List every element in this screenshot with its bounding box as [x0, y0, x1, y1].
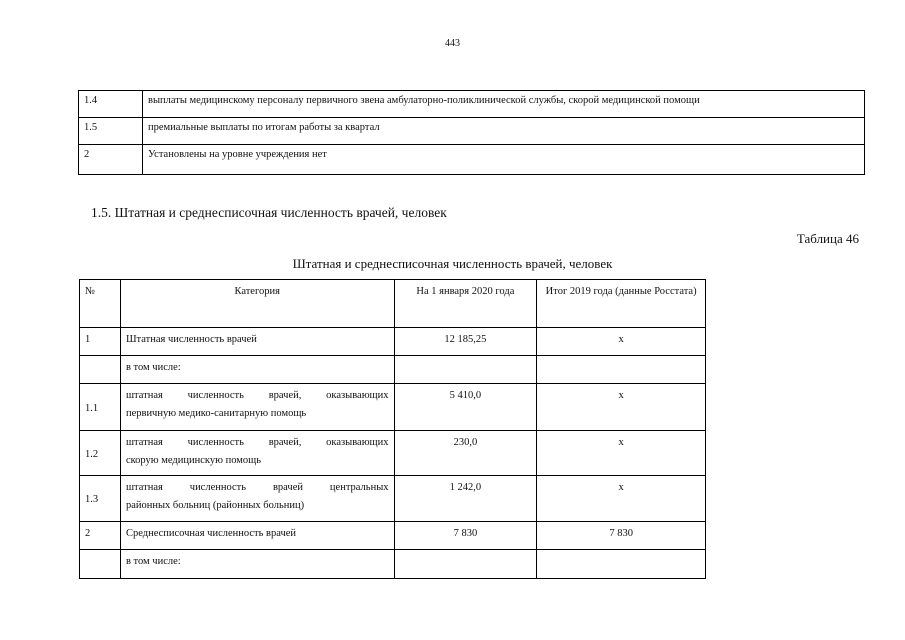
row-category [120, 431, 394, 476]
table-row [79, 91, 865, 118]
table-row [80, 356, 706, 384]
section-heading: 1.5. Штатная и среднесписочная численность врачей, человек [91, 205, 447, 220]
row-jan2020 [394, 356, 537, 384]
row-number: 1.5 [79, 118, 143, 145]
header-total2019: Итог 2019 года (данные Росстата) [537, 280, 706, 328]
row-category: Штатная численность врачей [120, 328, 394, 356]
row-jan2020: 230,0 [394, 431, 537, 476]
table-row [80, 522, 706, 550]
table-row [80, 384, 706, 431]
row-total2019: х [537, 384, 706, 431]
row-number: 1 [80, 328, 121, 356]
row-jan2020: 1 242,0 [394, 476, 537, 522]
row-jan2020: 5 410,0 [394, 384, 537, 431]
row-total2019 [537, 356, 706, 384]
row-total2019: 7 830 [537, 522, 706, 550]
category-line: штатная численность врачей, оказывающих [125, 437, 389, 448]
staff-table [79, 279, 706, 579]
row-jan2020: 7 830 [394, 522, 537, 550]
page-number: 443 [445, 38, 460, 49]
row-number: 1.2 [80, 431, 121, 476]
row-text: Установлены на уровне учреждения нет [143, 145, 865, 175]
table-row [80, 476, 706, 522]
row-category [120, 476, 394, 522]
row-total2019: х [537, 328, 706, 356]
table-label: Таблица 46 [796, 231, 859, 246]
row-text: выплаты медицинскому персоналу первичного звена амбулаторно-поликлинической службы, скорой медицинской помощи [143, 91, 865, 118]
table-title: Штатная и среднесписочная численность врачей, человек [292, 256, 613, 271]
header-category: Категория [120, 280, 394, 328]
row-category [120, 384, 394, 431]
category-line: районных больниц (районных больниц) [125, 500, 305, 511]
row-number: 2 [80, 522, 121, 550]
row-text: премиальные выплаты по итогам работы за квартал [143, 118, 865, 145]
row-total2019: х [537, 431, 706, 476]
category-line: первичную медико-санитарную помощь [125, 408, 307, 419]
table-row [80, 550, 706, 579]
header-num: № [80, 280, 121, 328]
row-number: 1.3 [80, 476, 121, 522]
category-line: скорую медицинскую помощь [125, 455, 262, 466]
table-row [80, 328, 706, 356]
row-category: в том числе: [120, 550, 394, 579]
row-category: Среднесписочная численность врачей [120, 522, 394, 550]
category-line: штатная численность врачей, оказывающих [125, 390, 389, 401]
row-total2019 [537, 550, 706, 579]
row-jan2020: 12 185,25 [394, 328, 537, 356]
row-number [80, 356, 121, 384]
row-category: в том числе: [120, 356, 394, 384]
category-line: штатная численность врачей центральных [125, 482, 389, 493]
payments-table [78, 90, 865, 175]
table-row [79, 118, 865, 145]
table-header-row [80, 280, 706, 328]
row-number: 1.4 [79, 91, 143, 118]
row-total2019: х [537, 476, 706, 522]
row-jan2020 [394, 550, 537, 579]
table-row [80, 431, 706, 476]
header-jan2020: На 1 января 2020 года [394, 280, 537, 328]
row-number: 2 [79, 145, 143, 175]
row-number [80, 550, 121, 579]
row-number: 1.1 [80, 384, 121, 431]
table-row [79, 145, 865, 175]
